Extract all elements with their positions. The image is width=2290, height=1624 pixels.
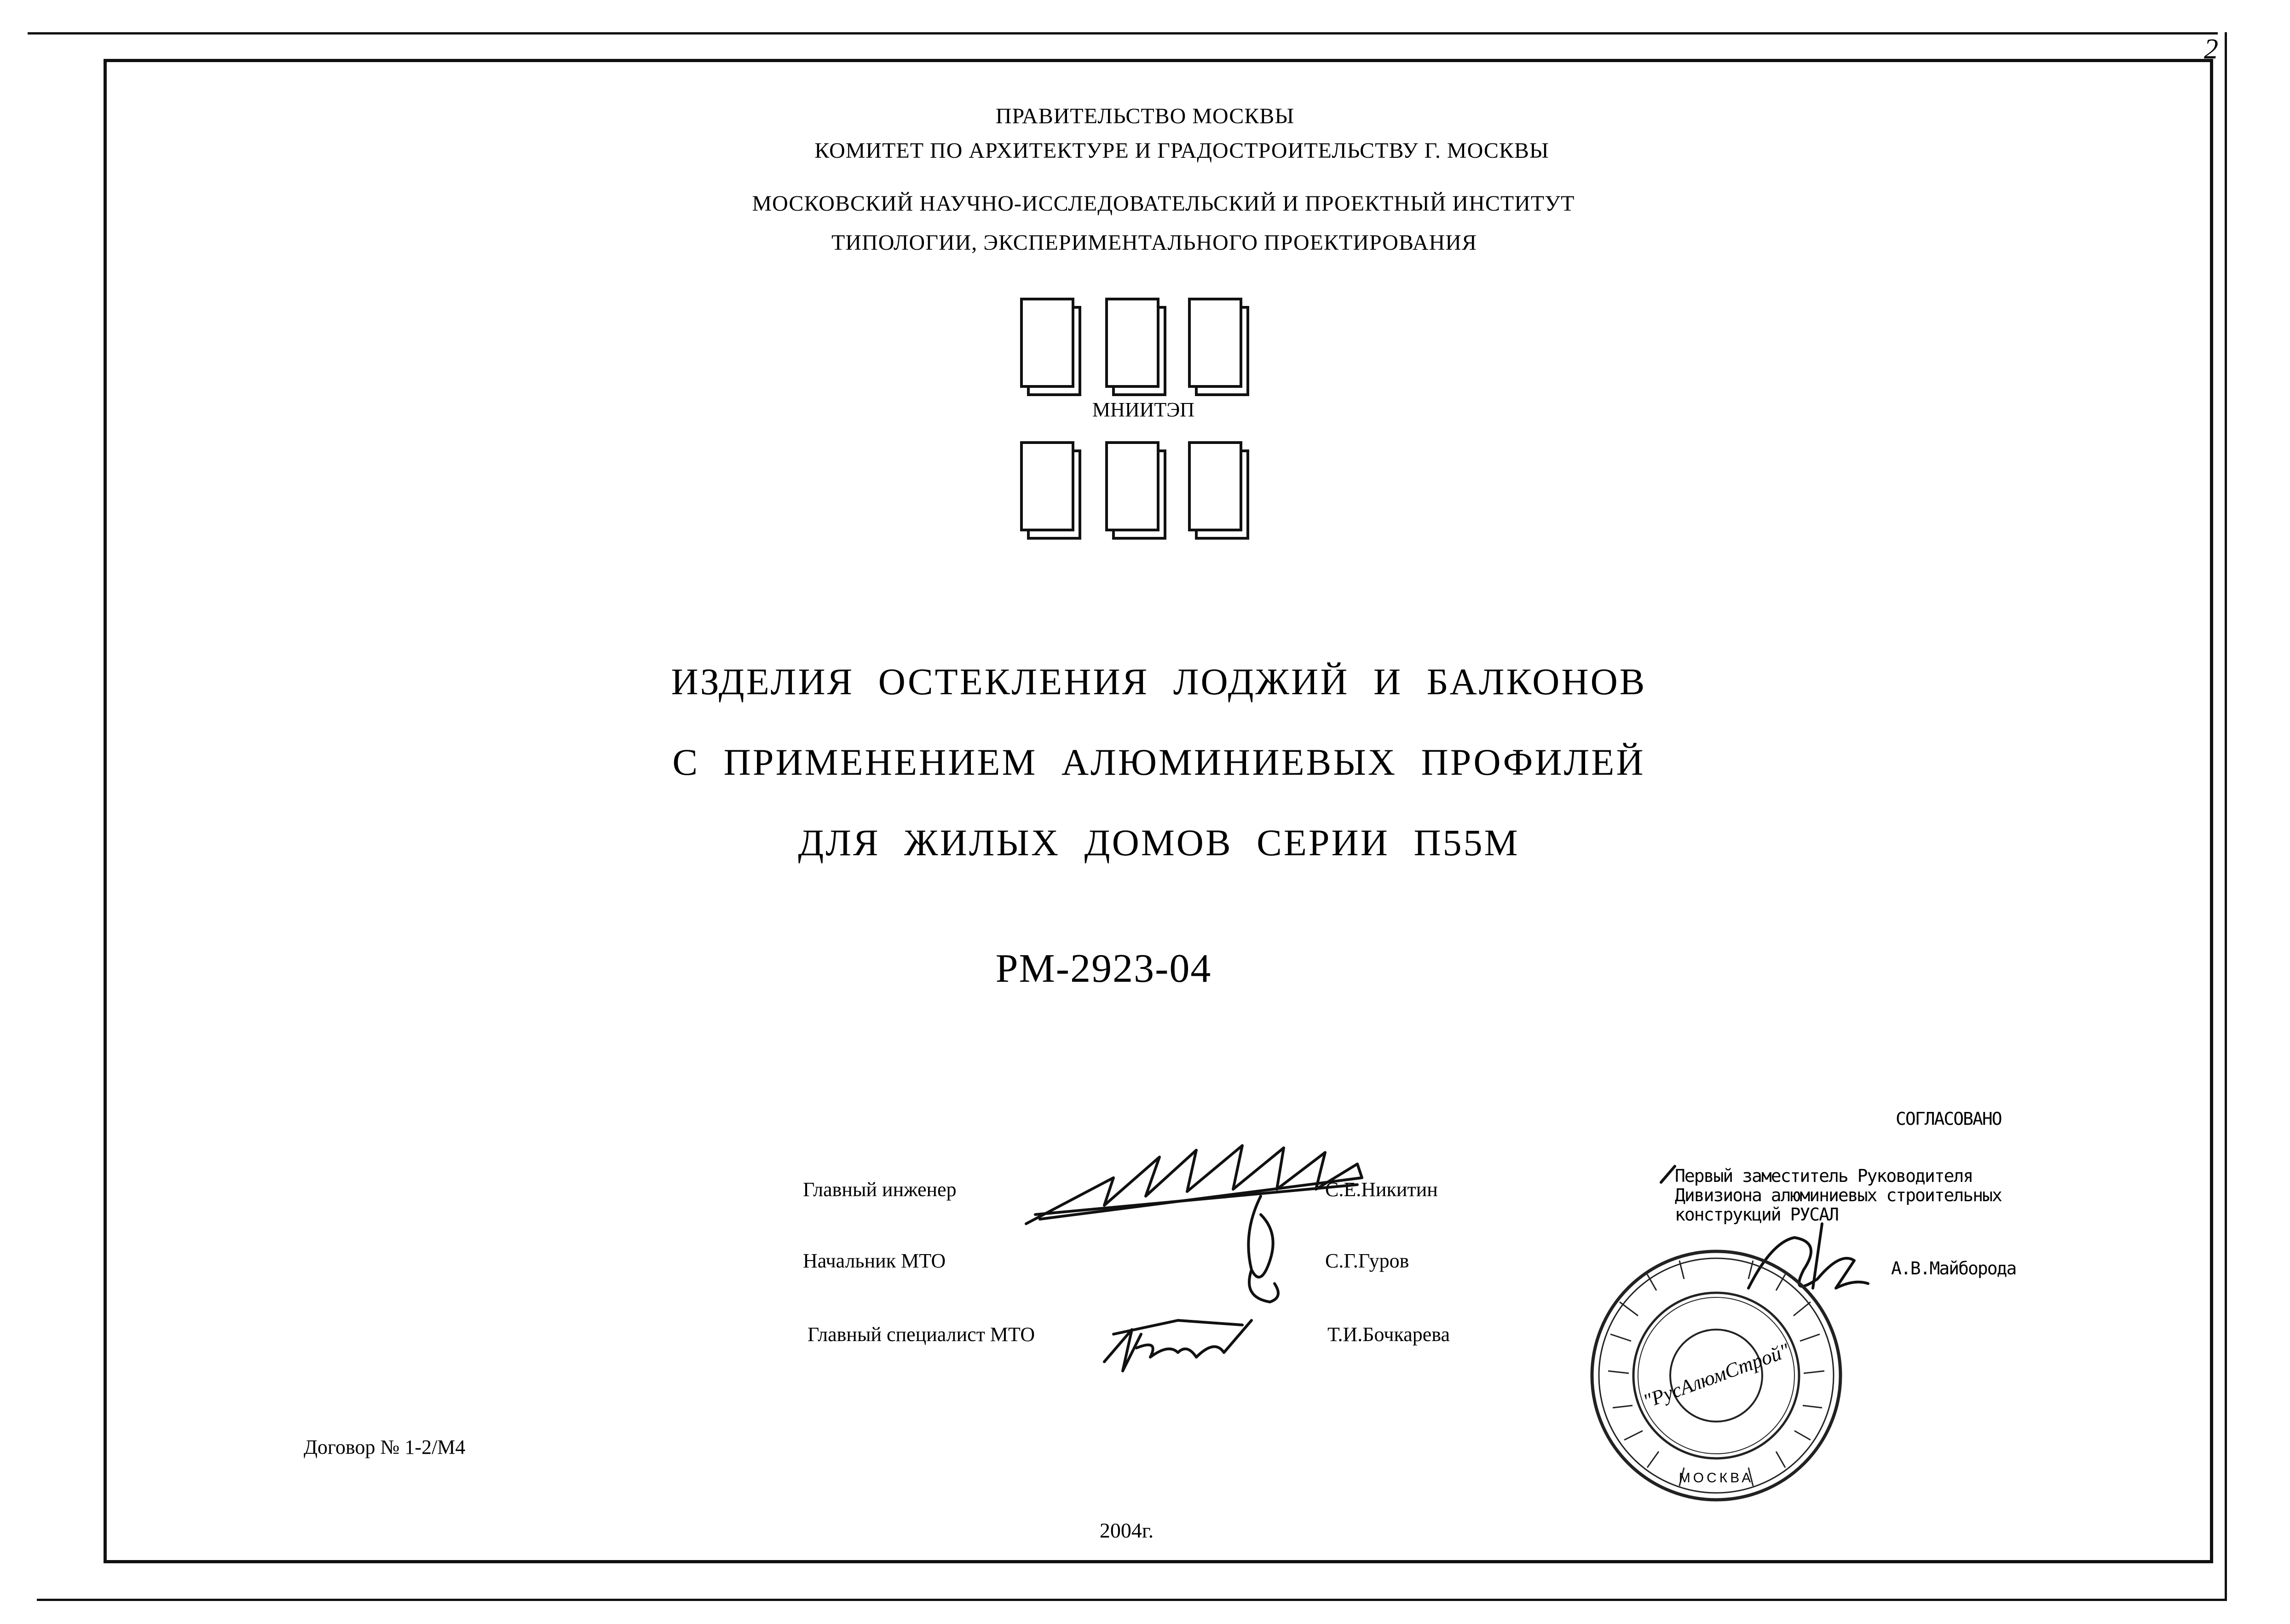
- stamp-center-text: "РусАлюмСтрой": [1640, 1339, 1793, 1413]
- agreement-line-1: Первый заместитель Руководителя: [1675, 1166, 1973, 1186]
- title-line-3: ДЛЯ ЖИЛЫХ ДОМОВ СЕРИИ П55М: [798, 822, 1520, 864]
- agreement-name: А.В.Майборода: [1891, 1258, 2016, 1278]
- signatory-name-1: С.Е.Никитин: [1325, 1178, 1438, 1201]
- signatory-position-3: Главный специалист МТО: [808, 1323, 1035, 1346]
- stamp-city: МОСКВА: [1679, 1470, 1754, 1486]
- title-line-1: ИЗДЕЛИЯ ОСТЕКЛЕНИЯ ЛОДЖИЙ И БАЛКОНОВ: [671, 661, 1647, 703]
- agreement-title: СОГЛАСОВАНО: [1896, 1109, 2002, 1129]
- document-year: 2004г.: [1099, 1519, 1154, 1542]
- signatory-position-2: Начальник МТО: [803, 1250, 946, 1272]
- signatory-position-1: Главный инженер: [803, 1178, 957, 1201]
- signature-agreement: [1748, 1224, 1868, 1288]
- document-code: РМ-2923-04: [995, 946, 1212, 991]
- header-typology: ТИПОЛОГИИ, ЭКСПЕРИМЕНТАЛЬНОГО ПРОЕКТИРОВАНИЯ: [831, 230, 1477, 255]
- signature-head-mto: [1248, 1196, 1278, 1302]
- title-line-2: С ПРИМЕНЕНИЕМ АЛЮМИНИЕВЫХ ПРОФИЛЕЙ: [672, 741, 1645, 783]
- signatory-name-2: С.Г.Гуров: [1325, 1250, 1409, 1272]
- header-committee: КОМИТЕТ ПО АРХИТЕКТУРЕ И ГРАДОСТРОИТЕЛЬСТВУ Г. МОСКВЫ: [814, 138, 1549, 163]
- sheet-number: 2: [2204, 34, 2218, 65]
- signature-chief-specialist: [1104, 1320, 1252, 1371]
- header-institute: МОСКОВСКИЙ НАУЧНО-ИССЛЕДОВАТЕЛЬСКИЙ И ПРОЕКТНЫЙ ИНСТИТУТ: [752, 191, 1575, 216]
- header-government: ПРАВИТЕЛЬСТВО МОСКВЫ: [995, 104, 1295, 128]
- logo-label: МНИИТЭП: [1092, 398, 1195, 421]
- signatory-name-3: Т.И.Бочкарева: [1327, 1323, 1450, 1346]
- agreement-line-3: конструкций РУСАЛ: [1675, 1204, 1838, 1225]
- contract-number: Договор № 1-2/М4: [304, 1436, 466, 1458]
- agreement-line-2: Дивизиона алюминиевых строительных: [1675, 1185, 2002, 1205]
